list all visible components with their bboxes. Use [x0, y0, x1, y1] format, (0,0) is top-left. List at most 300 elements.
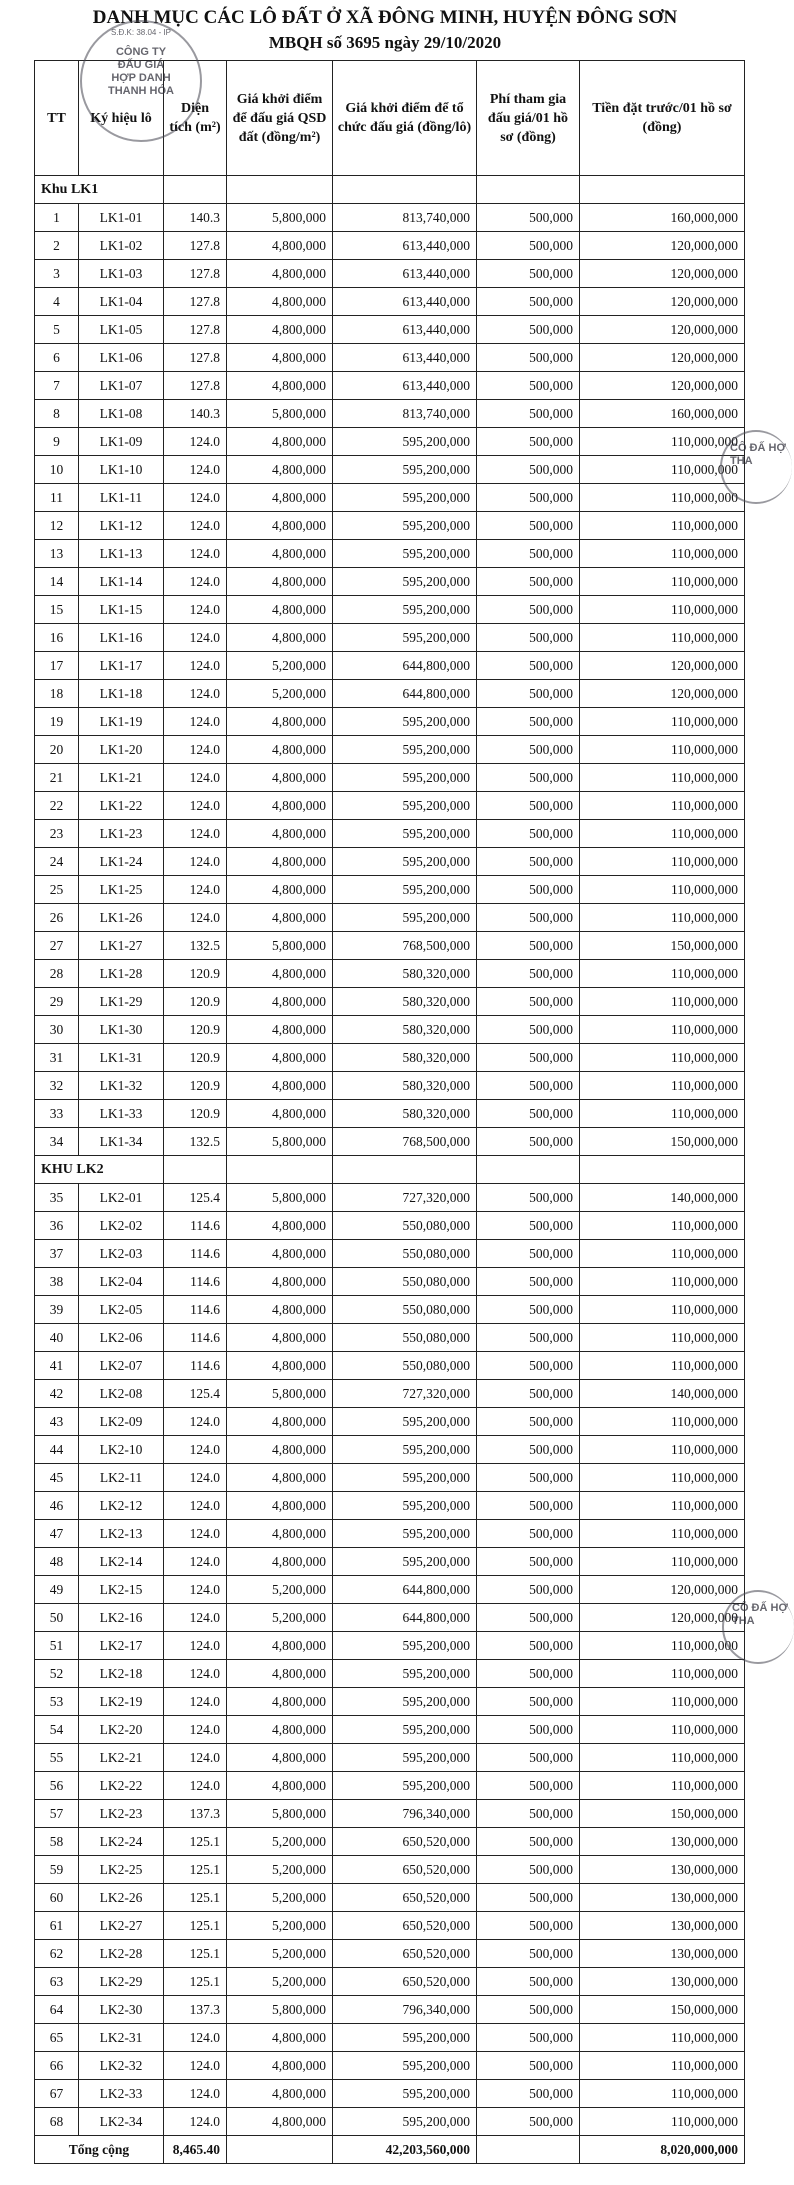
cell-price-per-m2: 5,800,000 — [227, 400, 333, 428]
cell-lot-code: LK2-25 — [79, 1856, 164, 1884]
cell-lot-code: LK2-17 — [79, 1632, 164, 1660]
cell-price-per-lot: 580,320,000 — [333, 1044, 477, 1072]
cell-price-per-m2: 4,800,000 — [227, 1660, 333, 1688]
cell-area: 124.0 — [164, 680, 227, 708]
partial-seal-lower-text: CÔ ĐẤ HỢ THA — [732, 1602, 788, 1627]
cell-price-per-lot: 796,340,000 — [333, 1996, 477, 2024]
cell-price-per-lot: 650,520,000 — [333, 1912, 477, 1940]
cell-area: 124.0 — [164, 848, 227, 876]
cell-price-per-lot: 595,200,000 — [333, 764, 477, 792]
cell-fee: 500,000 — [477, 428, 580, 456]
cell-area: 137.3 — [164, 1996, 227, 2024]
cell-fee: 500,000 — [477, 288, 580, 316]
cell-price-per-lot: 727,320,000 — [333, 1380, 477, 1408]
cell-tt: 5 — [35, 316, 79, 344]
cell-deposit: 120,000,000 — [580, 1604, 745, 1632]
cell-lot-code: LK1-33 — [79, 1100, 164, 1128]
cell-lot-code: LK1-16 — [79, 624, 164, 652]
cell-deposit: 130,000,000 — [580, 1884, 745, 1912]
cell-deposit: 130,000,000 — [580, 1912, 745, 1940]
cell-price-per-m2: 4,800,000 — [227, 1072, 333, 1100]
cell-lot-code: LK2-05 — [79, 1296, 164, 1324]
table-row — [35, 960, 745, 988]
cell-lot-code: LK1-20 — [79, 736, 164, 764]
cell-price-per-m2: 4,800,000 — [227, 736, 333, 764]
table-row — [35, 764, 745, 792]
cell-tt: 23 — [35, 820, 79, 848]
cell-deposit: 110,000,000 — [580, 2108, 745, 2136]
cell-lot-code: LK2-34 — [79, 2108, 164, 2136]
cell-lot-code: LK1-31 — [79, 1044, 164, 1072]
cell-lot-code: LK2-16 — [79, 1604, 164, 1632]
cell-price-per-lot: 595,200,000 — [333, 540, 477, 568]
cell-lot-code: LK1-15 — [79, 596, 164, 624]
cell-price-per-lot: 595,200,000 — [333, 1688, 477, 1716]
cell-price-per-lot: 595,200,000 — [333, 568, 477, 596]
cell-deposit: 110,000,000 — [580, 1492, 745, 1520]
cell-area: 124.0 — [164, 708, 227, 736]
table-row — [35, 1828, 745, 1856]
cell-lot-code: LK2-01 — [79, 1184, 164, 1212]
cell-lot-code: LK2-10 — [79, 1436, 164, 1464]
cell-price-per-m2: 4,800,000 — [227, 232, 333, 260]
table-row — [35, 932, 745, 960]
cell-price-per-lot: 595,200,000 — [333, 2052, 477, 2080]
cell-lot-code: LK1-07 — [79, 372, 164, 400]
table-row — [35, 1716, 745, 1744]
cell-deposit: 130,000,000 — [580, 1940, 745, 1968]
cell-deposit: 110,000,000 — [580, 2080, 745, 2108]
cell-price-per-m2: 4,800,000 — [227, 1548, 333, 1576]
cell-area: 120.9 — [164, 1016, 227, 1044]
cell-tt: 57 — [35, 1800, 79, 1828]
cell-price-per-lot: 595,200,000 — [333, 904, 477, 932]
cell-price-per-lot: 613,440,000 — [333, 260, 477, 288]
cell-price-per-lot: 595,200,000 — [333, 792, 477, 820]
table-row — [35, 1492, 745, 1520]
cell-price-per-lot: 650,520,000 — [333, 1940, 477, 1968]
cell-lot-code: LK2-06 — [79, 1324, 164, 1352]
cell-price-per-m2: 5,800,000 — [227, 1380, 333, 1408]
cell-deposit: 150,000,000 — [580, 1128, 745, 1156]
section-empty-cell — [164, 176, 227, 204]
table-row — [35, 1548, 745, 1576]
cell-price-per-lot: 550,080,000 — [333, 1268, 477, 1296]
table-row — [35, 1352, 745, 1380]
cell-price-per-m2: 5,200,000 — [227, 652, 333, 680]
table-row — [35, 1044, 745, 1072]
cell-fee: 500,000 — [477, 1464, 580, 1492]
cell-lot-code: LK2-24 — [79, 1828, 164, 1856]
cell-deposit: 110,000,000 — [580, 792, 745, 820]
col-header-price-per-m2: Giá khởi điểm để đấu giá QSD đất (đồng/m²) — [227, 61, 333, 176]
cell-fee: 500,000 — [477, 1296, 580, 1324]
cell-lot-code: LK1-26 — [79, 904, 164, 932]
cell-tt: 66 — [35, 2052, 79, 2080]
cell-fee: 500,000 — [477, 1716, 580, 1744]
cell-price-per-lot: 550,080,000 — [333, 1324, 477, 1352]
cell-price-per-lot: 550,080,000 — [333, 1352, 477, 1380]
cell-fee: 500,000 — [477, 1632, 580, 1660]
cell-deposit: 110,000,000 — [580, 456, 745, 484]
cell-tt: 30 — [35, 1016, 79, 1044]
cell-lot-code: LK1-11 — [79, 484, 164, 512]
cell-tt: 4 — [35, 288, 79, 316]
seal-line-4: THANH HÓA — [108, 85, 174, 97]
cell-area: 124.0 — [164, 904, 227, 932]
cell-lot-code: LK2-08 — [79, 1380, 164, 1408]
cell-tt: 11 — [35, 484, 79, 512]
cell-lot-code: LK1-27 — [79, 932, 164, 960]
cell-deposit: 110,000,000 — [580, 1352, 745, 1380]
cell-tt: 29 — [35, 988, 79, 1016]
cell-deposit: 150,000,000 — [580, 1800, 745, 1828]
table-row — [35, 1800, 745, 1828]
table-row — [35, 1576, 745, 1604]
cell-price-per-lot: 595,200,000 — [333, 820, 477, 848]
cell-area: 124.0 — [164, 2052, 227, 2080]
cell-tt: 45 — [35, 1464, 79, 1492]
cell-price-per-m2: 4,800,000 — [227, 1240, 333, 1268]
cell-price-per-m2: 4,800,000 — [227, 1408, 333, 1436]
cell-area: 124.0 — [164, 1520, 227, 1548]
table-row — [35, 792, 745, 820]
cell-fee: 500,000 — [477, 400, 580, 428]
cell-tt: 47 — [35, 1520, 79, 1548]
cell-lot-code: LK2-13 — [79, 1520, 164, 1548]
table-row — [35, 204, 745, 232]
cell-tt: 59 — [35, 1856, 79, 1884]
col-header-deposit: Tiền đặt trước/01 hồ sơ (đồng) — [580, 61, 745, 176]
cell-lot-code: LK2-15 — [79, 1576, 164, 1604]
cell-price-per-lot: 595,200,000 — [333, 1520, 477, 1548]
cell-area: 120.9 — [164, 960, 227, 988]
cell-fee: 500,000 — [477, 1604, 580, 1632]
cell-tt: 60 — [35, 1884, 79, 1912]
cell-area: 125.4 — [164, 1184, 227, 1212]
table-body — [35, 176, 745, 2164]
cell-price-per-m2: 4,800,000 — [227, 1296, 333, 1324]
cell-tt: 13 — [35, 540, 79, 568]
cell-lot-code: LK2-19 — [79, 1688, 164, 1716]
cell-price-per-lot: 595,200,000 — [333, 1492, 477, 1520]
table-row — [35, 400, 745, 428]
cell-price-per-m2: 4,800,000 — [227, 876, 333, 904]
cell-area: 132.5 — [164, 932, 227, 960]
table-row — [35, 1408, 745, 1436]
cell-deposit: 130,000,000 — [580, 1968, 745, 1996]
table-row — [35, 288, 745, 316]
cell-deposit: 110,000,000 — [580, 876, 745, 904]
cell-lot-code: LK2-09 — [79, 1408, 164, 1436]
cell-tt: 21 — [35, 764, 79, 792]
cell-tt: 65 — [35, 2024, 79, 2052]
cell-tt: 24 — [35, 848, 79, 876]
cell-price-per-m2: 5,800,000 — [227, 1800, 333, 1828]
cell-price-per-m2: 4,800,000 — [227, 1016, 333, 1044]
table-row — [35, 1744, 745, 1772]
cell-price-per-lot: 580,320,000 — [333, 1072, 477, 1100]
cell-price-per-m2: 4,800,000 — [227, 792, 333, 820]
cell-fee: 500,000 — [477, 904, 580, 932]
cell-deposit: 120,000,000 — [580, 260, 745, 288]
table-row — [35, 1996, 745, 2024]
cell-tt: 18 — [35, 680, 79, 708]
cell-price-per-m2: 5,200,000 — [227, 1940, 333, 1968]
cell-deposit: 110,000,000 — [580, 708, 745, 736]
cell-lot-code: LK2-29 — [79, 1968, 164, 1996]
cell-deposit: 120,000,000 — [580, 316, 745, 344]
total-row — [35, 2136, 745, 2164]
table-row — [35, 1016, 745, 1044]
cell-price-per-lot: 595,200,000 — [333, 596, 477, 624]
cell-price-per-m2: 5,800,000 — [227, 932, 333, 960]
cell-tt: 2 — [35, 232, 79, 260]
cell-area: 114.6 — [164, 1352, 227, 1380]
cell-price-per-lot: 613,440,000 — [333, 288, 477, 316]
cell-deposit: 120,000,000 — [580, 372, 745, 400]
cell-deposit: 150,000,000 — [580, 932, 745, 960]
cell-price-per-m2: 4,800,000 — [227, 708, 333, 736]
cell-fee: 500,000 — [477, 736, 580, 764]
cell-price-per-lot: 650,520,000 — [333, 1968, 477, 1996]
cell-deposit: 110,000,000 — [580, 960, 745, 988]
cell-price-per-lot: 644,800,000 — [333, 1604, 477, 1632]
cell-deposit: 140,000,000 — [580, 1184, 745, 1212]
cell-price-per-m2: 4,800,000 — [227, 2052, 333, 2080]
cell-deposit: 110,000,000 — [580, 1212, 745, 1240]
cell-area: 124.0 — [164, 2024, 227, 2052]
cell-tt: 10 — [35, 456, 79, 484]
cell-area: 124.0 — [164, 1604, 227, 1632]
cell-area: 114.6 — [164, 1212, 227, 1240]
cell-fee: 500,000 — [477, 1492, 580, 1520]
cell-lot-code: LK1-21 — [79, 764, 164, 792]
cell-area: 125.1 — [164, 1884, 227, 1912]
cell-area: 124.0 — [164, 1688, 227, 1716]
cell-price-per-lot: 595,200,000 — [333, 1660, 477, 1688]
cell-area: 124.0 — [164, 484, 227, 512]
section-empty-cell — [580, 176, 745, 204]
cell-deposit: 110,000,000 — [580, 1716, 745, 1744]
cell-price-per-lot: 650,520,000 — [333, 1884, 477, 1912]
cell-area: 124.0 — [164, 1716, 227, 1744]
cell-lot-code: LK1-09 — [79, 428, 164, 456]
cell-area: 124.0 — [164, 1576, 227, 1604]
cell-area: 124.0 — [164, 456, 227, 484]
cell-tt: 53 — [35, 1688, 79, 1716]
cell-tt: 12 — [35, 512, 79, 540]
cell-price-per-m2: 4,800,000 — [227, 2108, 333, 2136]
cell-deposit: 110,000,000 — [580, 2052, 745, 2080]
cell-deposit: 110,000,000 — [580, 736, 745, 764]
cell-area: 120.9 — [164, 988, 227, 1016]
cell-price-per-m2: 4,800,000 — [227, 484, 333, 512]
cell-price-per-lot: 580,320,000 — [333, 1100, 477, 1128]
cell-fee: 500,000 — [477, 1380, 580, 1408]
cell-price-per-m2: 4,800,000 — [227, 904, 333, 932]
cell-lot-code: LK1-34 — [79, 1128, 164, 1156]
cell-price-per-m2: 5,200,000 — [227, 1968, 333, 1996]
cell-fee: 500,000 — [477, 960, 580, 988]
cell-price-per-m2: 5,200,000 — [227, 1884, 333, 1912]
cell-deposit: 120,000,000 — [580, 652, 745, 680]
cell-price-per-lot: 595,200,000 — [333, 1464, 477, 1492]
cell-tt: 50 — [35, 1604, 79, 1632]
cell-price-per-m2: 4,800,000 — [227, 1492, 333, 1520]
cell-tt: 39 — [35, 1296, 79, 1324]
cell-deposit: 110,000,000 — [580, 1436, 745, 1464]
cell-area: 127.8 — [164, 288, 227, 316]
cell-price-per-m2: 4,800,000 — [227, 764, 333, 792]
cell-tt: 41 — [35, 1352, 79, 1380]
cell-lot-code: LK2-18 — [79, 1660, 164, 1688]
cell-area: 124.0 — [164, 1744, 227, 1772]
table-row — [35, 1184, 745, 1212]
cell-price-per-lot: 796,340,000 — [333, 1800, 477, 1828]
cell-price-per-lot: 613,440,000 — [333, 316, 477, 344]
cell-price-per-m2: 4,800,000 — [227, 1436, 333, 1464]
cell-price-per-m2: 4,800,000 — [227, 540, 333, 568]
cell-fee: 500,000 — [477, 1520, 580, 1548]
cell-fee: 500,000 — [477, 932, 580, 960]
cell-price-per-lot: 768,500,000 — [333, 1128, 477, 1156]
cell-price-per-m2: 5,800,000 — [227, 1128, 333, 1156]
cell-price-per-m2: 4,800,000 — [227, 568, 333, 596]
seal-line-1: CÔNG TY — [115, 46, 167, 58]
cell-lot-code: LK1-19 — [79, 708, 164, 736]
cell-fee: 500,000 — [477, 1744, 580, 1772]
cell-fee: 500,000 — [477, 2024, 580, 2052]
cell-price-per-m2: 5,200,000 — [227, 1856, 333, 1884]
cell-deposit: 160,000,000 — [580, 204, 745, 232]
cell-fee: 500,000 — [477, 1856, 580, 1884]
table-row — [35, 848, 745, 876]
cell-fee: 500,000 — [477, 1688, 580, 1716]
cell-price-per-m2: 4,800,000 — [227, 1632, 333, 1660]
cell-deposit: 110,000,000 — [580, 484, 745, 512]
cell-lot-code: LK1-02 — [79, 232, 164, 260]
cell-deposit: 110,000,000 — [580, 1016, 745, 1044]
cell-deposit: 110,000,000 — [580, 624, 745, 652]
cell-area: 125.1 — [164, 1968, 227, 1996]
cell-area: 127.8 — [164, 344, 227, 372]
cell-price-per-m2: 5,200,000 — [227, 680, 333, 708]
cell-fee: 500,000 — [477, 1996, 580, 2024]
section-empty-cell — [477, 1156, 580, 1184]
cell-lot-code: LK2-23 — [79, 1800, 164, 1828]
cell-price-per-m2: 4,800,000 — [227, 1520, 333, 1548]
col-header-fee: Phí tham gia đấu giá/01 hồ sơ (đồng) — [477, 61, 580, 176]
cell-area: 120.9 — [164, 1100, 227, 1128]
total-start-price: 42,203,560,000 — [333, 2136, 477, 2164]
cell-area: 124.0 — [164, 1408, 227, 1436]
cell-price-per-m2: 4,800,000 — [227, 848, 333, 876]
cell-price-per-lot: 650,520,000 — [333, 1828, 477, 1856]
cell-lot-code: LK1-22 — [79, 792, 164, 820]
cell-tt: 42 — [35, 1380, 79, 1408]
cell-price-per-m2: 4,800,000 — [227, 1464, 333, 1492]
cell-lot-code: LK2-12 — [79, 1492, 164, 1520]
cell-tt: 43 — [35, 1408, 79, 1436]
cell-price-per-lot: 595,200,000 — [333, 1436, 477, 1464]
cell-tt: 28 — [35, 960, 79, 988]
cell-lot-code: LK2-07 — [79, 1352, 164, 1380]
cell-tt: 67 — [35, 2080, 79, 2108]
cell-price-per-m2: 4,800,000 — [227, 2080, 333, 2108]
cell-price-per-m2: 4,800,000 — [227, 988, 333, 1016]
section-empty-cell — [580, 1156, 745, 1184]
section-empty-cell — [227, 176, 333, 204]
cell-lot-code: LK1-05 — [79, 316, 164, 344]
cell-fee: 500,000 — [477, 1072, 580, 1100]
lot-table — [34, 60, 745, 2164]
table-row — [35, 1212, 745, 1240]
cell-lot-code: LK1-10 — [79, 456, 164, 484]
cell-deposit: 110,000,000 — [580, 1296, 745, 1324]
cell-price-per-m2: 4,800,000 — [227, 288, 333, 316]
cell-lot-code: LK1-06 — [79, 344, 164, 372]
cell-price-per-m2: 5,800,000 — [227, 204, 333, 232]
seal-rim-text: S.Đ.K: 38.04 - IP — [110, 28, 172, 37]
cell-tt: 35 — [35, 1184, 79, 1212]
cell-price-per-lot: 595,200,000 — [333, 708, 477, 736]
cell-price-per-m2: 4,800,000 — [227, 1688, 333, 1716]
cell-area: 124.0 — [164, 512, 227, 540]
cell-tt: 14 — [35, 568, 79, 596]
cell-price-per-m2: 4,800,000 — [227, 456, 333, 484]
cell-deposit: 110,000,000 — [580, 512, 745, 540]
cell-area: 124.0 — [164, 1464, 227, 1492]
cell-price-per-lot: 595,200,000 — [333, 1744, 477, 1772]
table-header-row — [35, 61, 745, 176]
cell-area: 120.9 — [164, 1072, 227, 1100]
cell-tt: 68 — [35, 2108, 79, 2136]
cell-fee: 500,000 — [477, 596, 580, 624]
table-row — [35, 736, 745, 764]
table-row — [35, 232, 745, 260]
section-empty-cell — [477, 176, 580, 204]
cell-deposit: 110,000,000 — [580, 1548, 745, 1576]
section-empty-cell — [333, 176, 477, 204]
cell-price-per-lot: 580,320,000 — [333, 1016, 477, 1044]
cell-lot-code: LK1-30 — [79, 1016, 164, 1044]
cell-tt: 33 — [35, 1100, 79, 1128]
table-row — [35, 708, 745, 736]
cell-tt: 6 — [35, 344, 79, 372]
cell-fee: 500,000 — [477, 316, 580, 344]
cell-price-per-m2: 4,800,000 — [227, 1100, 333, 1128]
cell-area: 124.0 — [164, 540, 227, 568]
cell-price-per-m2: 4,800,000 — [227, 1716, 333, 1744]
cell-area: 124.0 — [164, 652, 227, 680]
cell-fee: 500,000 — [477, 1044, 580, 1072]
cell-price-per-lot: 580,320,000 — [333, 988, 477, 1016]
cell-fee: 500,000 — [477, 1940, 580, 1968]
cell-price-per-m2: 4,800,000 — [227, 596, 333, 624]
cell-deposit: 110,000,000 — [580, 1744, 745, 1772]
cell-lot-code: LK1-32 — [79, 1072, 164, 1100]
cell-fee: 500,000 — [477, 2108, 580, 2136]
cell-price-per-lot: 595,200,000 — [333, 1632, 477, 1660]
cell-price-per-lot: 595,200,000 — [333, 2024, 477, 2052]
table-row — [35, 456, 745, 484]
cell-lot-code: LK2-30 — [79, 1996, 164, 2024]
table-row — [35, 512, 745, 540]
cell-lot-code: LK1-14 — [79, 568, 164, 596]
cell-fee: 500,000 — [477, 792, 580, 820]
cell-deposit: 120,000,000 — [580, 344, 745, 372]
